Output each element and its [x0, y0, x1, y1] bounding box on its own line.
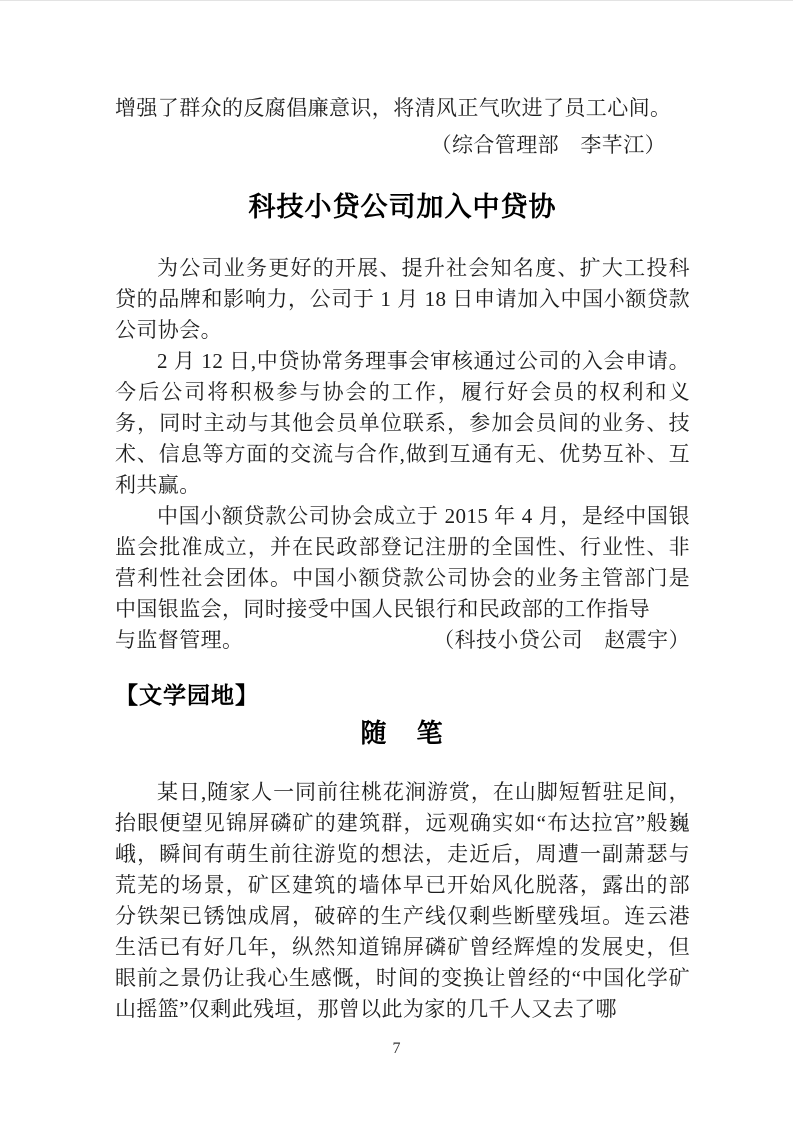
- loan-article-paragraph-2: 2 月 12 日,中贷协常务理事会审核通过公司的入会申请。今后公司将积极参与协会的工作，履行好会员的权利和义务，同时主动与其他会员单位联系，参加会员间的业务、技术、信息等方面的交流与合作,做到互通有无、优势互补、互利共赢。: [115, 349, 690, 497]
- essay-paragraph: 某日,随家人一同前往桃花涧游赏，在山脚短暂驻足间，抬眼便望见锦屏磷矿的建筑群，远观确实如“布达拉宫”般巍峨，瞬间有萌生前往游览的想法，走近后，周遭一副萧瑟与荒芜的场景，矿区建筑的墙体早已开始风化脱落，露出的部分铁架已锈蚀成屑，破碎的生产线仅剩些断壁残垣。连云港生活已有好几年，纵然知道锦屏磷矿曾经辉煌的发展史，但眼前之景仍让我心生感慨，时间的变换让曾经的“中国化学矿山摇篮”仅剩此残垣，那曾以此为家的几千人又去了哪: [115, 780, 690, 1021]
- article-title-loan-association: 科技小贷公司加入中贷协: [248, 192, 557, 222]
- essay-title-suibi: 随 笔: [360, 718, 445, 748]
- continuation-paragraph: 增强了群众的反腐倡廉意识，将清风正气吹进了员工心间。: [115, 96, 672, 120]
- loan-article-paragraph-3: 中国小额贷款公司协会成立于 2015 年 4 月，是经中国银监会批准成立，并在民政部登记注册的全国性、行业性、非营利性社会团体。中国小额贷款公司协会的业务主管部门是中国银监会，同时接受中国人民银行和民政部的工作指导: [115, 504, 690, 621]
- byline-tech-loan-company: （科技小贷公司 赵震宇）: [433, 628, 690, 652]
- page-number: 7: [392, 1040, 401, 1057]
- loan-article-closing-text: 与监督管理。: [115, 628, 244, 652]
- byline-general-admin-dept: （综合管理部 李芊江）: [430, 133, 666, 157]
- loan-article-closing-line: [115, 625, 690, 656]
- loan-article-paragraph-1: 为公司业务更好的开展、提升社会知名度、扩大工投科贷的品牌和影响力，公司于 1 月 18 日申请加入中国小额贷款公司协会。: [115, 256, 690, 342]
- section-label-literature-garden: 【文学园地】: [115, 683, 259, 708]
